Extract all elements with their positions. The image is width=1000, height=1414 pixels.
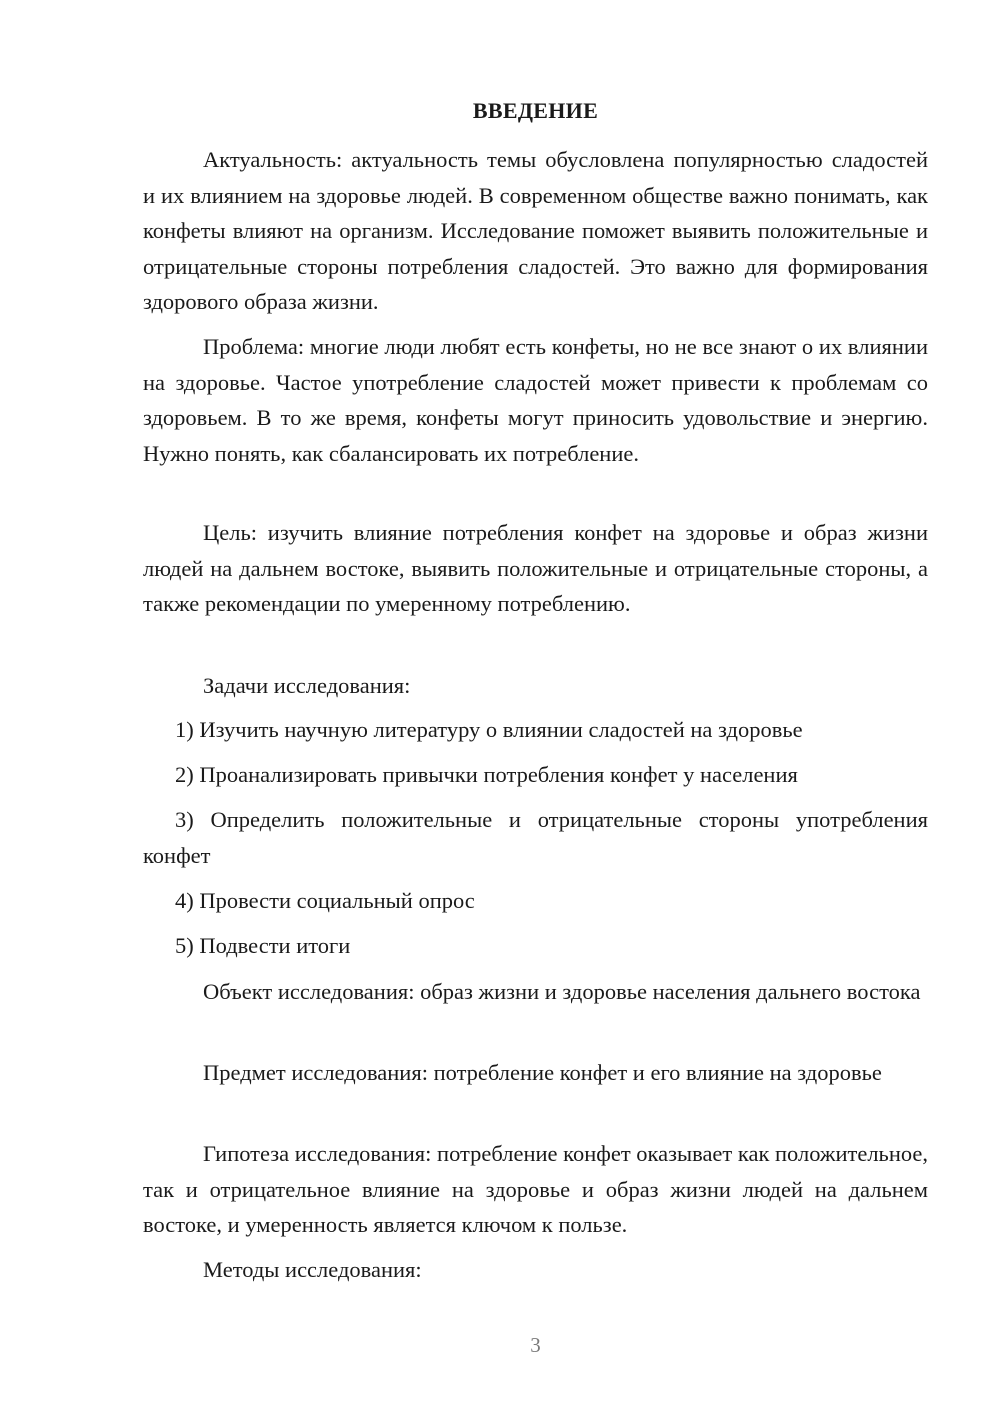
- goal-paragraph: Цель: изучить влияние потребления конфет на здоровье и образ жизни людей на дальнем востоке, выявить положительные и отрицательные стороны, а также рекомендации по умеренному потреблению.: [143, 520, 928, 616]
- problem-paragraph: Проблема: многие люди любят есть конфеты, но не все знают о их влиянии на здоровье. Частое употребление сладостей может привести к проблемам со здоровьем. В то же время, конфеты могут приносить удовольствие и энергию. Нужно понять, как сбалансировать их потребление.: [143, 334, 928, 466]
- task-item: 2) Проанализировать привычки потребления конфет у населения: [175, 762, 798, 787]
- subject-paragraph: Предмет исследования: потребление конфет и его влияние на здоровье: [203, 1060, 882, 1085]
- methods-heading: Методы исследования:: [203, 1257, 422, 1282]
- relevance-paragraph: Актуальность: актуальность темы обусловлена популярностью сладостей и их влиянием на здоровье людей. В современном обществе важно понимать, как конфеты влияют на организм. Исследование поможет выявить положительные и отрицательные стороны потребления сладостей. Это важно для формирования здорового образа жизни.: [143, 147, 928, 314]
- hypothesis-paragraph: Гипотеза исследования: потребление конфет оказывает как положительное, так и отрицательное влияние на здоровье и образ жизни людей на дальнем востоке, и умеренность является ключом к пользе.: [143, 1141, 928, 1237]
- object-paragraph: Объект исследования: образ жизни и здоровье населения дальнего востока: [203, 979, 921, 1004]
- page-title: ВВЕДЕНИЕ: [472, 98, 599, 123]
- task-item: 1) Изучить научную литературу о влиянии сладостей на здоровье: [175, 717, 803, 742]
- document-page: [143, 0, 928, 1414]
- tasks-heading: Задачи исследования:: [203, 673, 411, 698]
- task-item: 5) Подвести итоги: [175, 933, 351, 958]
- task-item: 4) Провести социальный опрос: [175, 888, 475, 913]
- page-number: 3: [530, 1333, 541, 1357]
- task-item: 3) Определить положительные и отрицательные стороны употребления конфет: [143, 807, 928, 868]
